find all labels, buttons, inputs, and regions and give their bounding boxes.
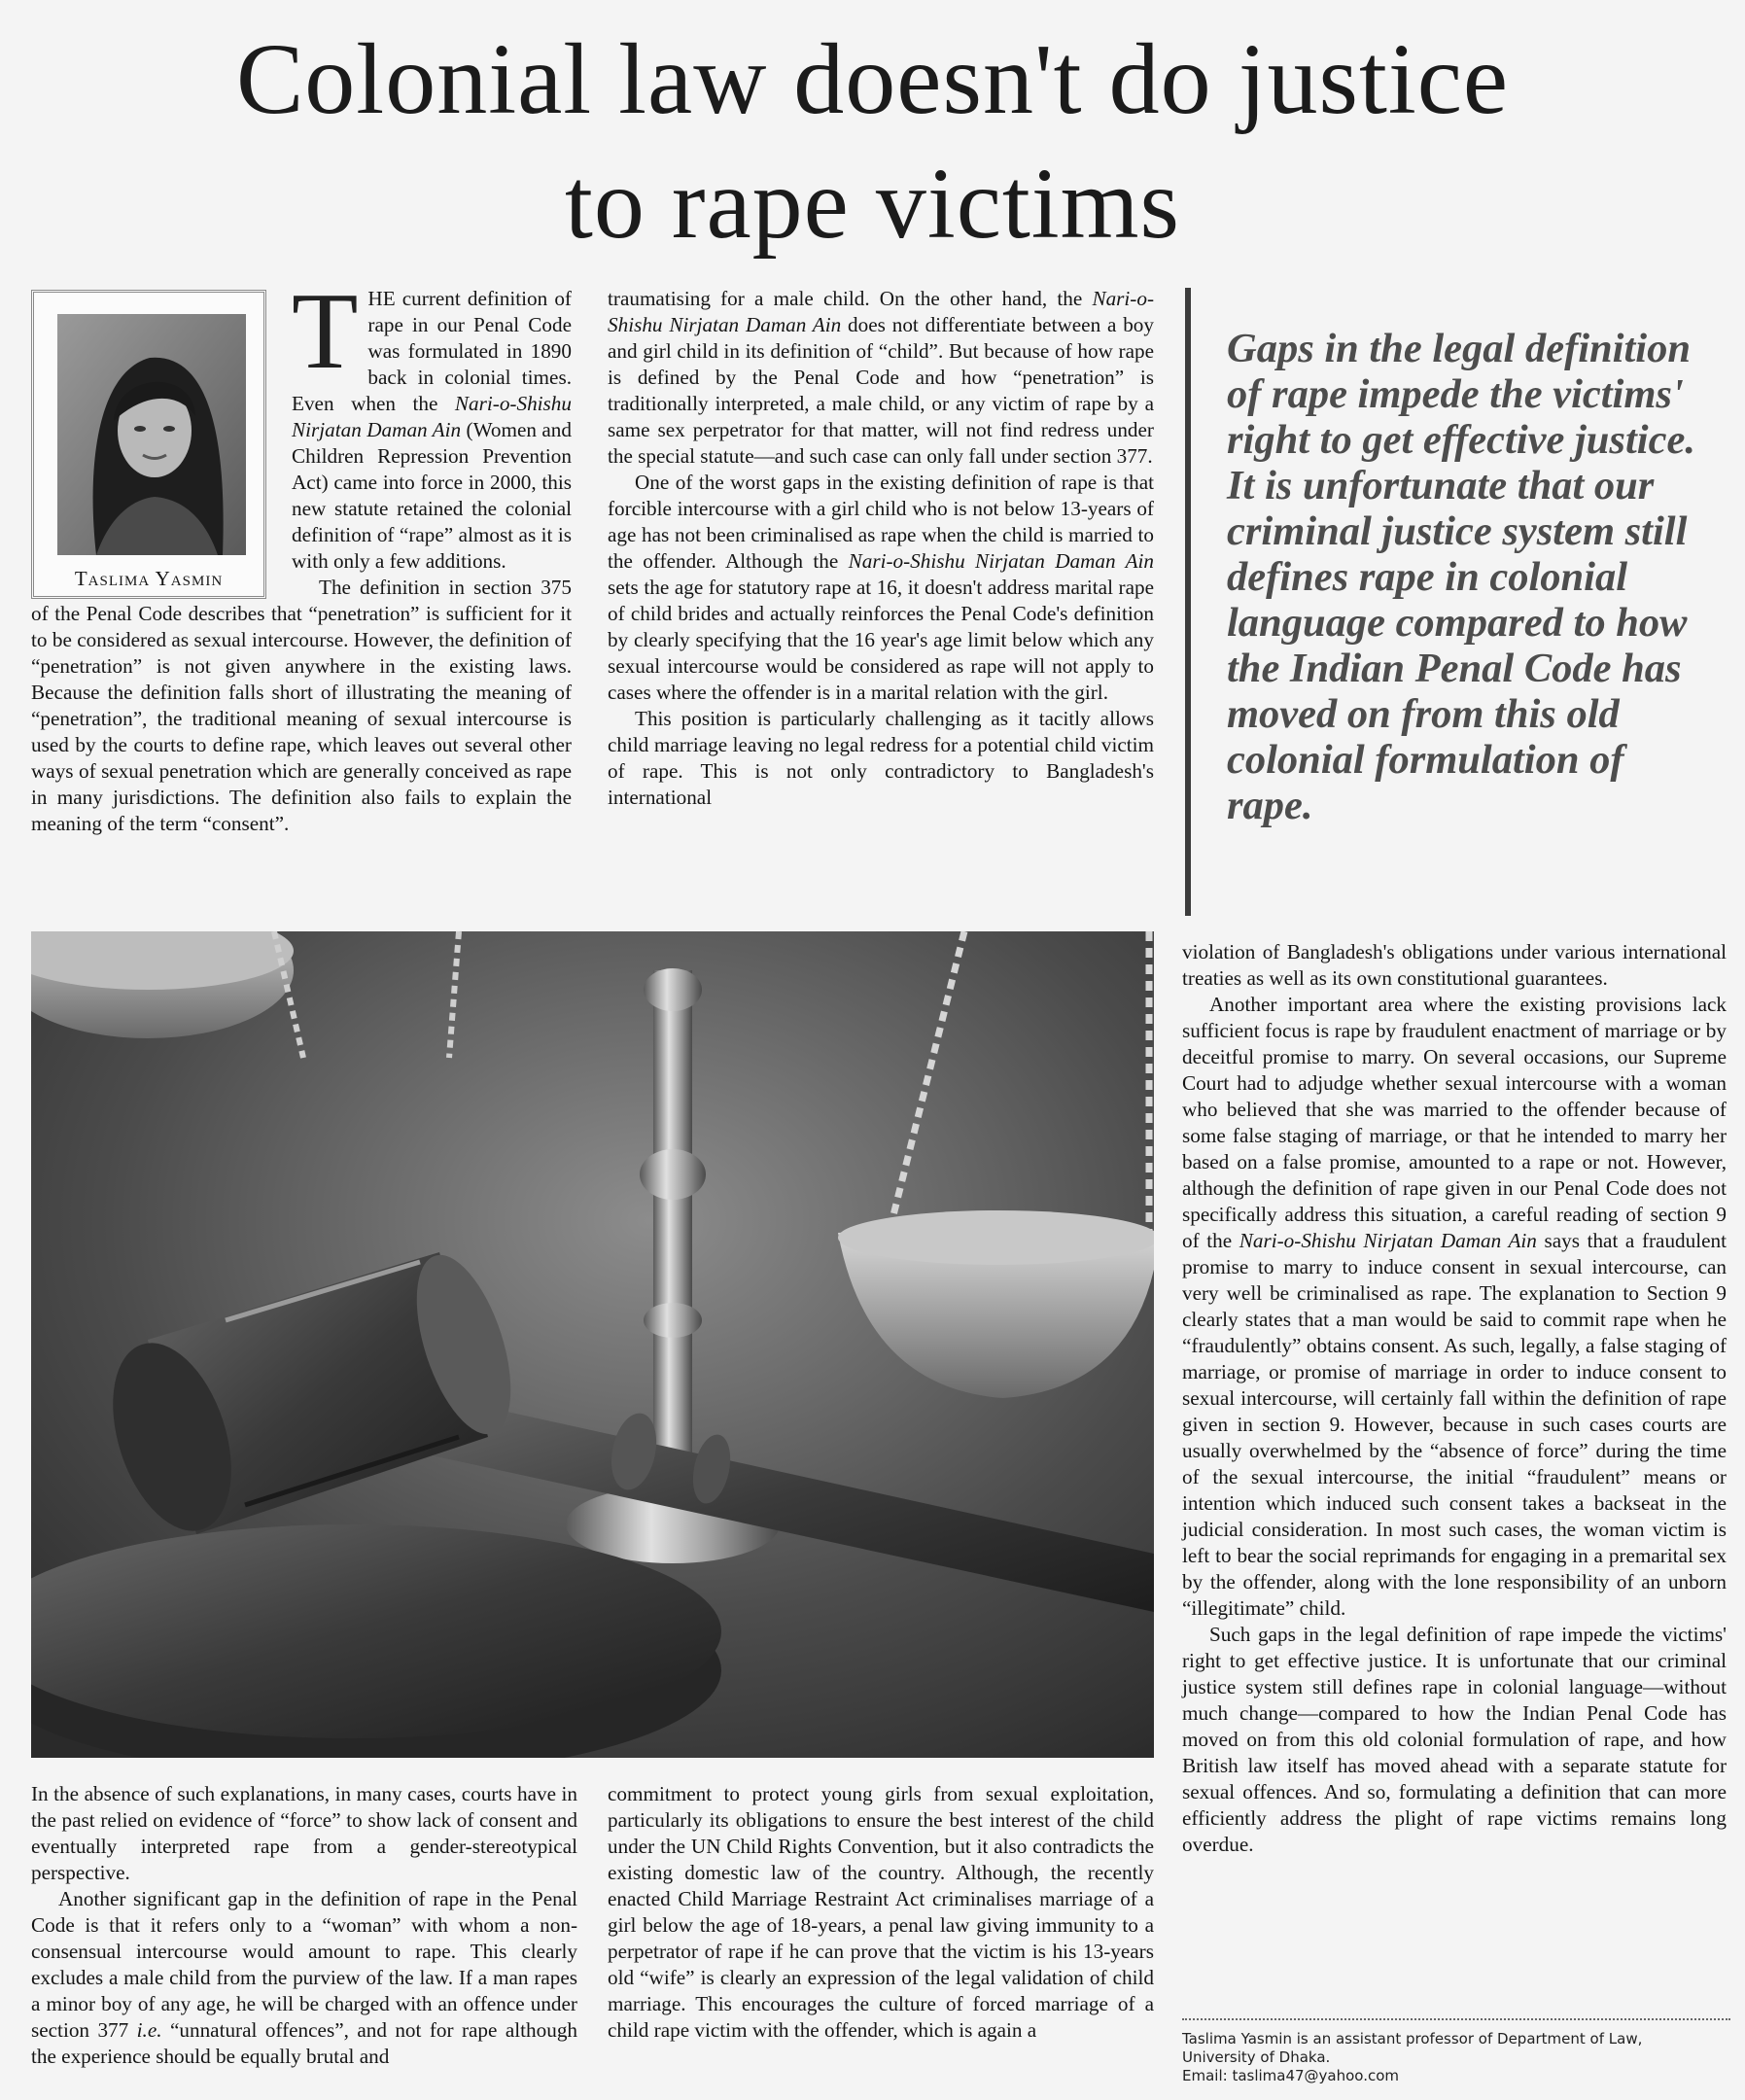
headline [19,18,1726,266]
article-paragraph: commitment to protect young girls from sexual exploitation, particularly its obligations to ensure the best interest of the child under the UN Child Rights Convention, but it also contradicts the existing domestic law of the country. Although, the recently enacted Child Marriage Restraint Act criminalises marriage of a girl below the age of 18-years, a penal law giving immunity to a perpetrator of rape if he can prove that the victim is his 13-years old “wife” is clearly an expression of the legal validation of child marriage. This encourages the culture of forced marriage of a child rape victim with the offender, which is again a [608,1782,1154,2042]
article-paragraph: In the absence of such explanations, in many cases, courts have in the past relied on evidence of “force” to show lack of consent and eventually interpreted rape from a gender-stereotypical perspective. [31,1782,577,1884]
headline-line-2: to rape victims [564,148,1181,260]
article-paragraph: THE current definition of rape in our Penal Code was formulated in 1890 back in colonial times. Even when the Nari-o-Shishu Nirjatan Daman Ain (Women and Children Repression Prevention Act) came into force in 2000, this new statute retained the colonial definition of “rape” almost as it is with only a few additions. [292,271,572,573]
drop-cap: T [292,271,359,392]
article-paragraph: One of the worst gaps in the existing definition of rape is that forcible intercourse with a girl child who is not below 13-years of age has not been criminalised as rape when the child is married to the offender. Although the Nari-o-Shishu Nirjatan Daman Ain sets the age for statutory rape at 16, it doesn't address marital rape of child brides and actually reinforces the Penal Code's definition by clearly specifying that the 16 year's age limit below which any sexual intercourse would be considered as rape will not apply to cases where the offender is in a marital relation with the girl. [608,471,1154,704]
article-paragraph: Such gaps in the legal definition of rape impede the victims' right to get effective justice. It is unfortunate that our criminal justice system still defines rape in colonial language—without much change—compared to how the Indian Penal Code has moved on from this old colonial formulation of rape, and how British law itself has moved ahead with a separate statute for sexual offences. And so, formulating a definition that can more efficiently address the plight of rape victims remains long overdue. [1182,1623,1727,1856]
article-paragraph: This position is particularly challenging as it tacitly allows child marriage leaving no legal redress for a potential child victim of rape. This is not only contradictory to Bangladesh's international [608,707,1154,809]
pull-quote-rule [1185,288,1191,916]
pull-quote: Gaps in the legal definition of rape impede the victims' right to get effective justice. It is unfortunate that our criminal justice system still defines rape in colonial language compared to how the Indian Penal Code has moved on from this old colonial formulation of rape. [1227,326,1695,828]
article-column-3 [1182,939,1727,1858]
author-name: Taslima Yasmin [74,567,224,590]
author-email[interactable]: Email: taslima47@yahoo.com [1182,2067,1400,2084]
article-paragraph: The definition in section 375 of the Penal Code describes that “penetration” is sufficient for it to be considered as sexual intercourse. However, the definition of “penetration” is not given anywhere in the existing laws. Because the definition falls short of illustrating the meaning of “penetration”, the traditional meaning of sexual intercourse is used by the courts to define rape, which leaves out several other ways of sexual penetration which are generally conceived as rape in many jurisdictions. The definition also fails to explain the meaning of the term “consent”. [31,576,572,835]
article-paragraph: violation of Bangladesh's obligations under various international treaties as well as its own constitutional guarantees. [1182,940,1727,990]
article-paragraph: Another significant gap in the definition of rape in the Penal Code is that it refers only to a “woman” with whom a non-consensual intercourse would amount to rape. This clearly excludes a male child from the purview of the law. If a man rapes a minor boy of any age, he will be charged with an offence under section 377 i.e. “unnatural offences”, and not for rape although the experience should be equally brutal and [31,1887,578,2068]
article-paragraph: Another important area where the existing provisions lack sufficient focus is rape by fraudulent enactment of marriage or by deceitful promise to marry. On several occasions, our Supreme Court had to adjudge whether sexual intercourse with a woman who believed that she was married to the offender because of some false staging of marriage, or that he intended to marry her based on a false promise, amounted to a rape or not. However, although the definition of rape given in our Penal Code does not specifically address this situation, a careful reading of section 9 of the Nari-o-Shishu Nirjatan Daman Ain says that a fraudulent promise to marry to induce consent in sexual intercourse, can very well be criminalised as rape. The explanation to Section 9 clearly states that a man would be said to commit rape when he “fraudulently” obtains consent. As such, legally, a false staging of marriage, or promise of marriage in order to induce consent to sexual intercourse, will certainly fall within the definition of rape given in section 9. However, because in such cases courts are usually overwhelmed by the “absence of force” during the time of the sexual intercourse, the initial “fraudulent” means or intention which induced such consent takes a backseat in the judicial consideration. In most such cases, the woman victim is left to bear the social reprimands for engaging in a premarital sex by the offender, along with the lone responsibility of an unborn “illegitimate” child. [1182,993,1728,1620]
bio-separator [1182,2018,1730,2020]
gavel-and-scales-image [31,931,1154,1758]
article-column-2-bottom [608,1781,1154,2044]
article-column-2-top [608,286,1154,811]
author-bio-line: Taslima Yasmin is an assistant professor of Department of Law, [1182,2030,1643,2048]
article-column-1-top [31,271,572,837]
article-column-1-bottom [31,1781,577,2070]
author-bio [1182,2030,1727,2085]
author-bio-line: University of Dhaka. [1182,2048,1331,2066]
headline-line-1: Colonial law doesn't do justice [235,23,1510,135]
article-paragraph: traumatising for a male child. On the other hand, the Nari-o-Shishu Nirjatan Daman Ain does not differentiate between a boy and girl child in its definition of “child”. But because of how rape is defined by the Penal Code and how “penetration” is traditionally interpreted, a male child, or any victim of rape by a same sex perpetrator for that matter, will not find redress under the special statute—and such case can only fall under section 377. [608,287,1154,468]
